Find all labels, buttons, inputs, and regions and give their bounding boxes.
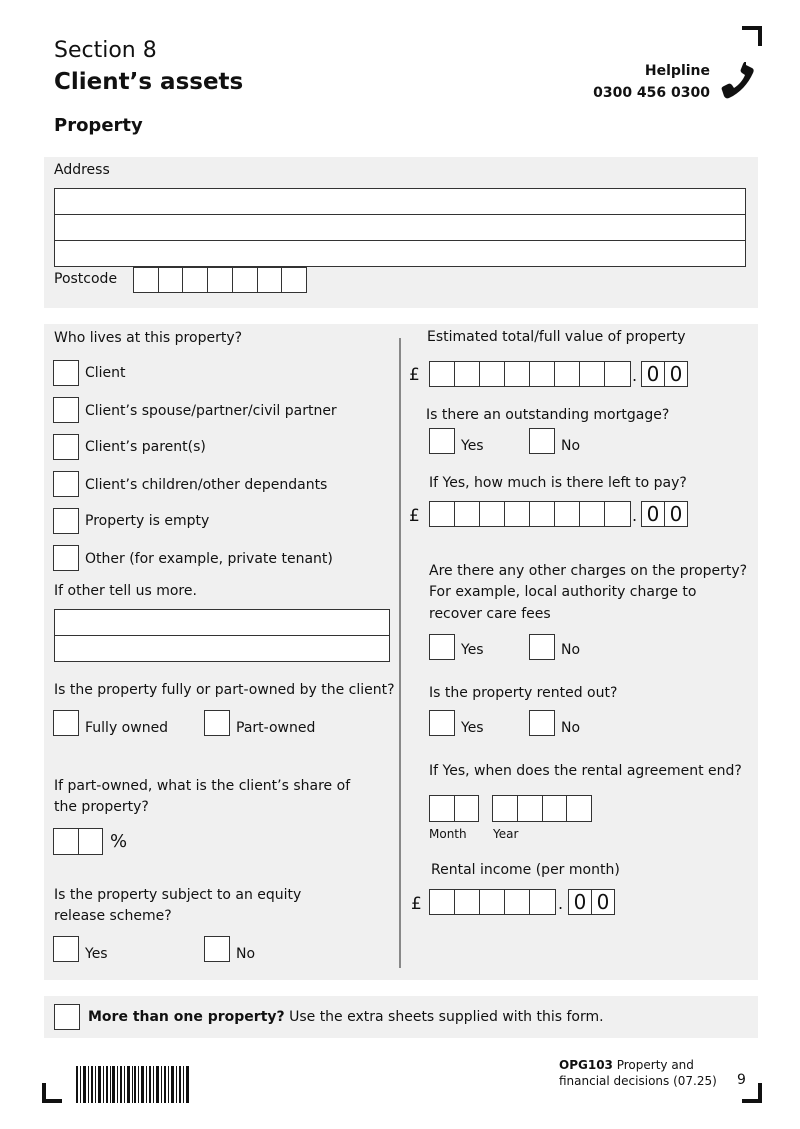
charges-yes-label: Yes	[461, 642, 484, 658]
more-property-instruction: Use the extra sheets supplied with this form.	[284, 1009, 604, 1025]
mortgage-remaining-pence: 0 0	[641, 501, 688, 527]
rented-yes-label: Yes	[461, 720, 484, 736]
part-owned-label: Part-owned	[236, 720, 316, 736]
occupant-label: Property is empty	[85, 513, 210, 529]
checkbox-fully-owned[interactable]	[53, 710, 79, 736]
equity-no-label: No	[236, 946, 256, 962]
equity-question-line-2: release scheme?	[54, 908, 172, 924]
rental-income-input[interactable]	[429, 889, 556, 915]
checkbox-parents[interactable]	[53, 434, 79, 460]
occupant-label: Client	[85, 365, 126, 381]
property-value-pence: 0 0	[641, 361, 688, 387]
mortgage-remaining-input[interactable]	[429, 501, 631, 527]
rental-end-question: If Yes, when does the rental agreement end?	[429, 763, 742, 779]
percent-sign: %	[110, 831, 128, 852]
charges-question-line-3: recover care fees	[429, 606, 551, 622]
column-divider	[399, 338, 401, 968]
postcode-label: Postcode	[54, 271, 118, 287]
mortgage-no-label: No	[561, 438, 581, 454]
property-value-input[interactable]	[429, 361, 631, 387]
mortgage-question: Is there an outstanding mortgage?	[426, 407, 670, 423]
month-label: Month	[429, 827, 467, 841]
address-label: Address	[54, 162, 110, 178]
rental-income-question: Rental income (per month)	[431, 862, 620, 878]
share-percent-input[interactable]	[53, 828, 103, 855]
fully-owned-label: Fully owned	[85, 720, 169, 736]
currency-symbol: £	[409, 506, 420, 526]
other-prompt: If other tell us more.	[54, 583, 197, 599]
currency-symbol: £	[411, 894, 422, 914]
checkbox-mortgage-no[interactable]	[529, 428, 555, 454]
corner-mark-bottom-left	[42, 1083, 62, 1103]
checkbox-charges-no[interactable]	[529, 634, 555, 660]
year-label: Year	[493, 827, 519, 841]
checkbox-other[interactable]	[53, 545, 79, 571]
section-number: Section 8	[54, 38, 157, 63]
corner-mark-top-right	[742, 26, 762, 46]
other-details-line-1[interactable]	[54, 609, 390, 636]
barcode	[76, 1066, 190, 1103]
charges-question-line-1: Are there any other charges on the property?	[429, 563, 748, 579]
ownership-question: Is the property fully or part-owned by the client?	[54, 682, 395, 698]
checkbox-empty[interactable]	[53, 508, 79, 534]
postcode-input[interactable]	[133, 267, 307, 293]
more-property-text	[88, 1009, 604, 1025]
decimal-point: .	[632, 366, 638, 385]
more-property-bold: More than one property?	[88, 1009, 285, 1025]
form-code: OPG103	[559, 1058, 613, 1072]
checkbox-part-owned[interactable]	[204, 710, 230, 736]
form-reference-line-2	[559, 1074, 717, 1088]
occupant-label: Client’s parent(s)	[85, 439, 206, 455]
who-lives-question: Who lives at this property?	[54, 330, 243, 346]
checkbox-spouse[interactable]	[53, 397, 79, 423]
occupant-label: Client’s children/other dependants	[85, 477, 328, 493]
rental-income-pence: 0 0	[568, 889, 615, 915]
form-version: (07.25)	[669, 1074, 717, 1088]
value-question: Estimated total/full value of property	[427, 329, 686, 345]
form-name-line-1: Property and	[612, 1058, 694, 1072]
page-number: 9	[737, 1072, 746, 1088]
form-reference	[559, 1058, 694, 1072]
occupant-label: Client’s spouse/partner/civil partner	[85, 403, 337, 419]
checkbox-charges-yes[interactable]	[429, 634, 455, 660]
checkbox-equity-no[interactable]	[204, 936, 230, 962]
checkbox-rented-yes[interactable]	[429, 710, 455, 736]
helpline-number: 0300 456 0300	[593, 85, 710, 101]
occupant-label: Other (for example, private tenant)	[85, 551, 333, 567]
rented-no-label: No	[561, 720, 581, 736]
charges-question-line-2: For example, local authority charge to	[429, 584, 697, 600]
checkbox-more-than-one-property[interactable]	[54, 1004, 80, 1030]
equity-yes-label: Yes	[85, 946, 108, 962]
form-name-line-2: financial decisions	[559, 1074, 670, 1088]
left-to-pay-question: If Yes, how much is there left to pay?	[429, 475, 687, 491]
subsection-title: Property	[54, 115, 143, 136]
address-line-1[interactable]	[54, 188, 746, 215]
decimal-point: .	[632, 506, 638, 525]
phone-icon	[720, 62, 756, 100]
rental-end-month-input[interactable]	[429, 795, 479, 822]
share-question-line-2: the property?	[54, 799, 149, 815]
decimal-point: .	[558, 894, 564, 913]
checkbox-client[interactable]	[53, 360, 79, 386]
checkbox-equity-yes[interactable]	[53, 936, 79, 962]
mortgage-yes-label: Yes	[461, 438, 484, 454]
page-title: Client’s assets	[54, 69, 244, 95]
address-line-2[interactable]	[54, 214, 746, 241]
checkbox-rented-no[interactable]	[529, 710, 555, 736]
rental-end-year-input[interactable]	[492, 795, 592, 822]
share-question-line-1: If part-owned, what is the client’s share of	[54, 778, 351, 794]
checkbox-children[interactable]	[53, 471, 79, 497]
other-details-line-2[interactable]	[54, 635, 390, 662]
helpline-label: Helpline	[644, 63, 710, 79]
rented-question: Is the property rented out?	[429, 685, 618, 701]
equity-question-line-1: Is the property subject to an equity	[54, 887, 302, 903]
address-line-3[interactable]	[54, 240, 746, 267]
currency-symbol: £	[409, 365, 420, 385]
charges-no-label: No	[561, 642, 581, 658]
checkbox-mortgage-yes[interactable]	[429, 428, 455, 454]
